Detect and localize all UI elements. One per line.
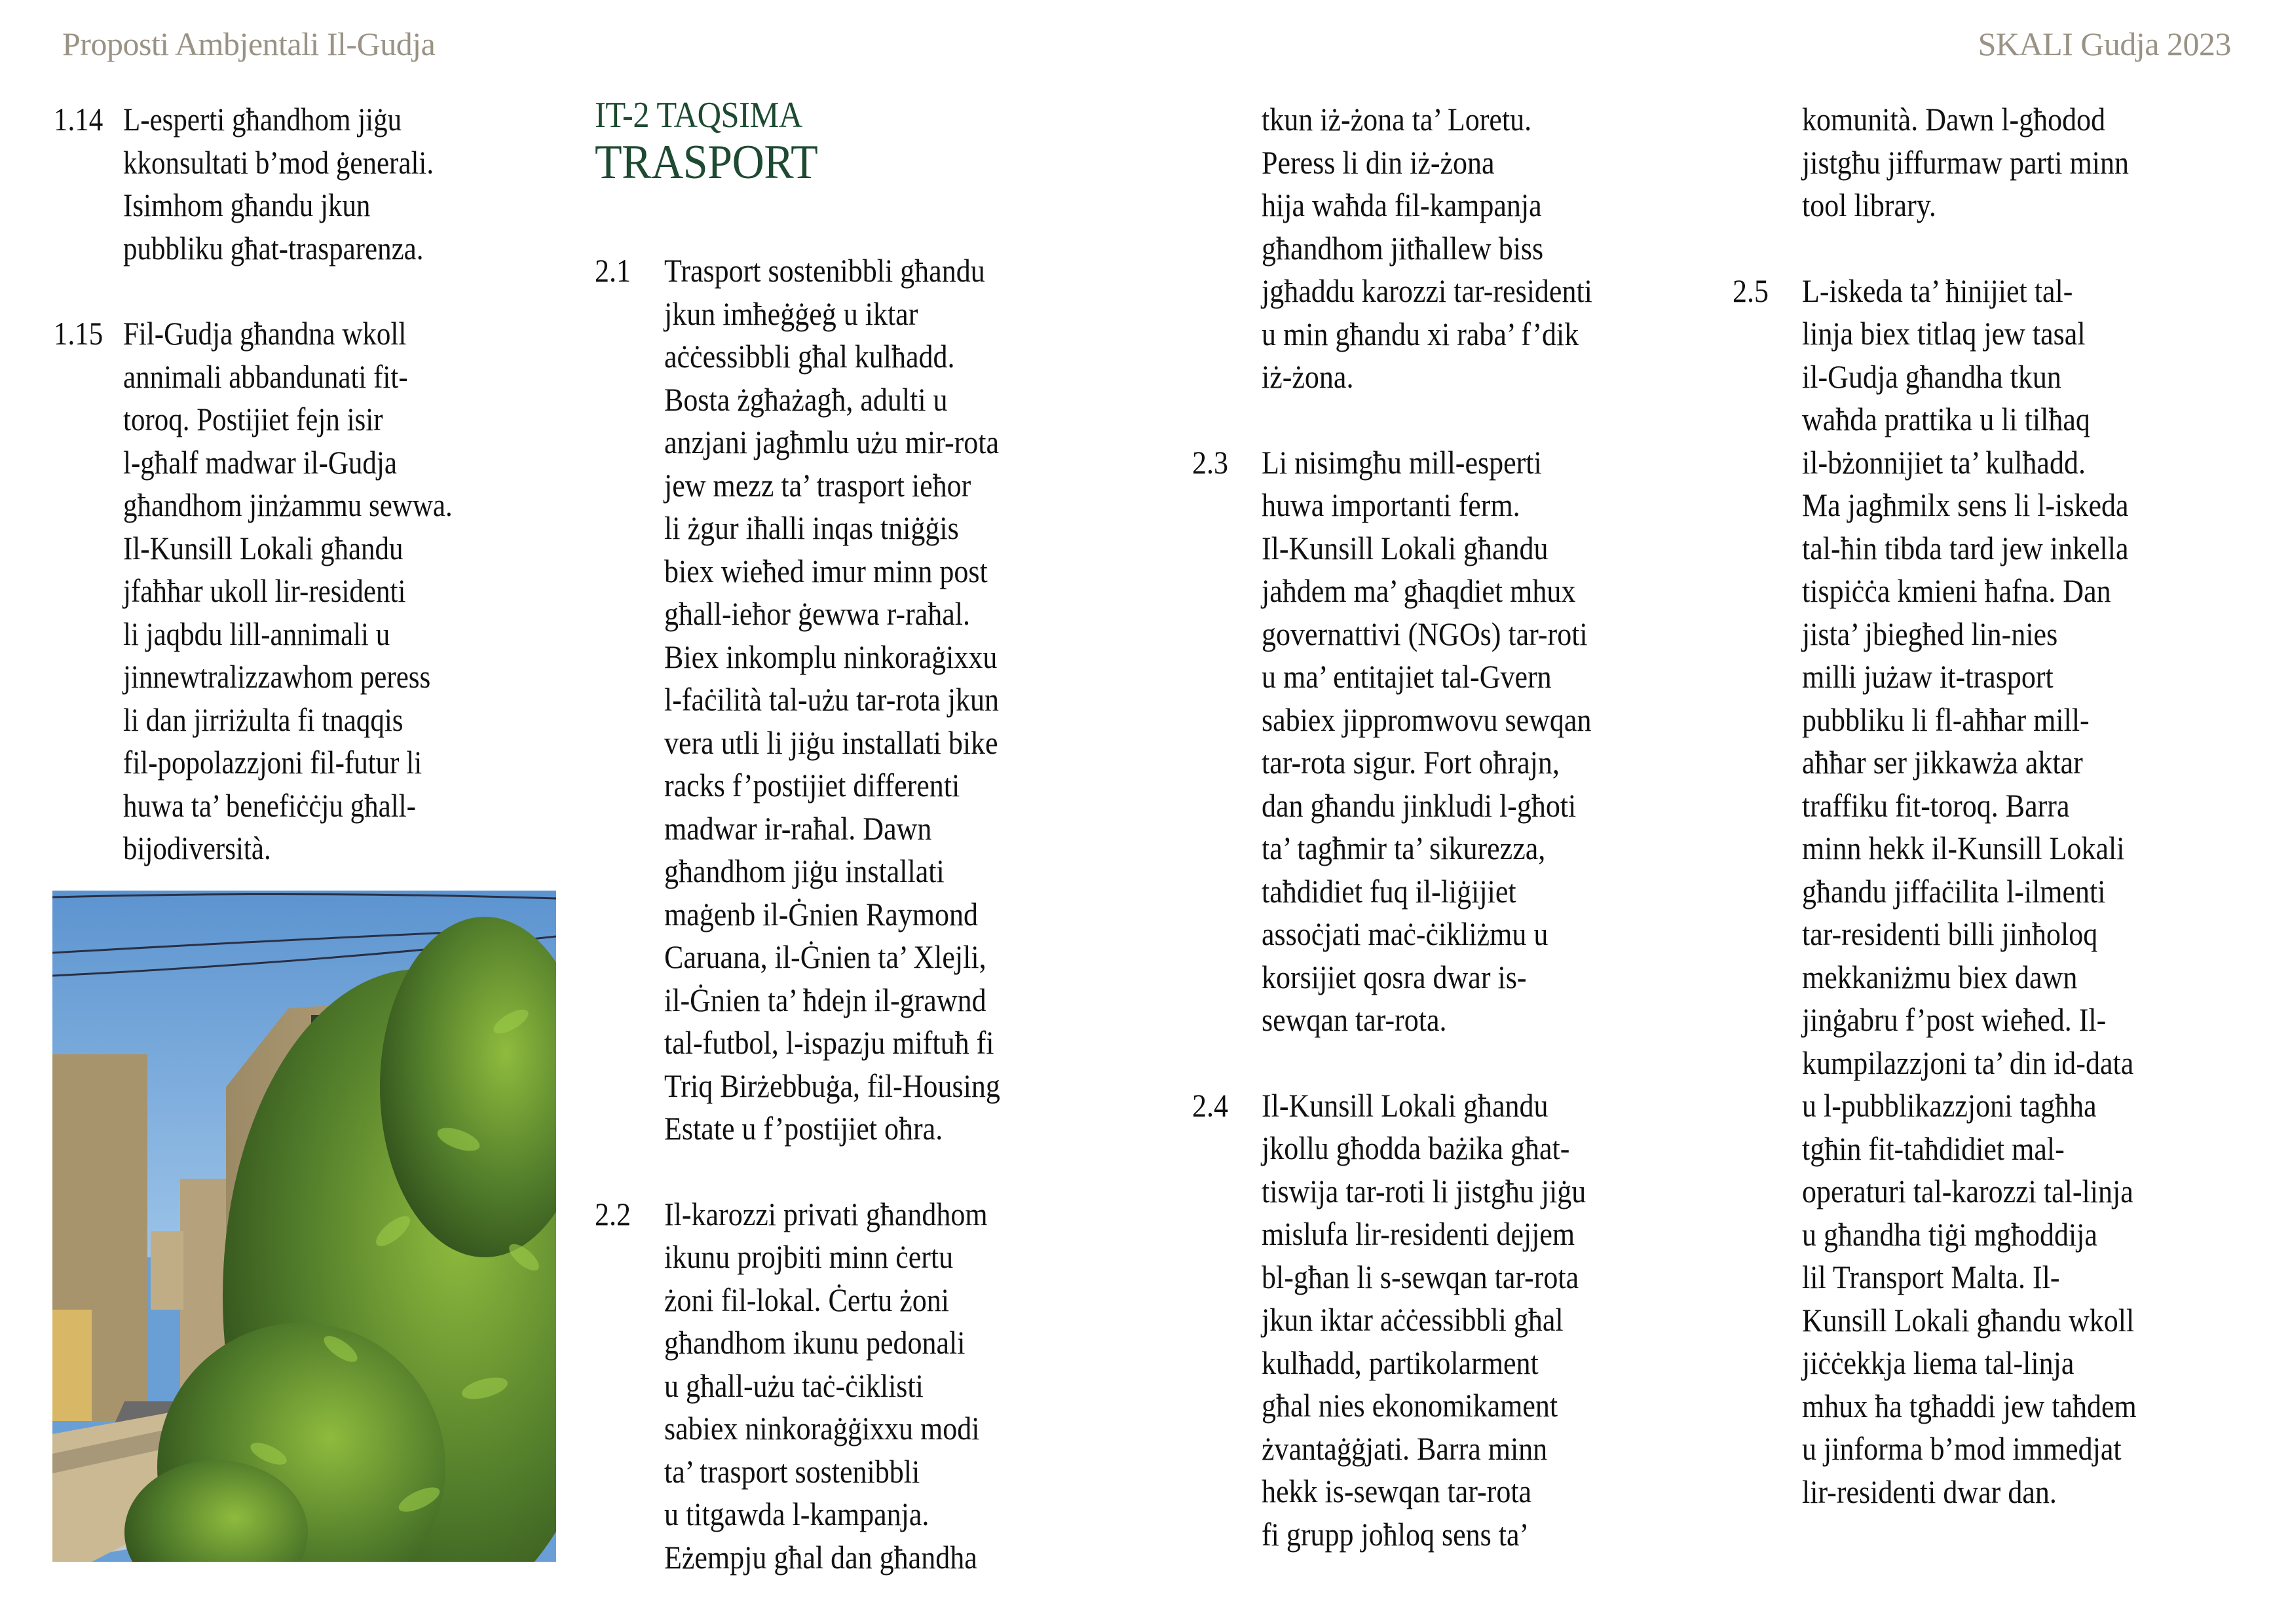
text-line: bijodiversità. [123,830,271,866]
text-line: Triq Birżebbuġa, fil-Housing [664,1067,1000,1104]
text-line: l-għalf madwar il-Gudja [123,443,397,481]
paragraph-gap [54,270,565,312]
text-line: għandu jiffaċilita l-ilmenti [1802,872,2106,910]
text-line: jinġabru f’post wieħed. Il- [1802,1001,2107,1038]
text-line: governattivi (NGOs) tar-roti [1262,615,1588,652]
text-line: korsijiet qosra dwar is- [1262,958,1527,995]
text-line: jkollu għodda bażika għat- [1262,1130,1570,1166]
text-line: huwa ta’ benefiċċju għall- [123,786,416,824]
text-line: jew mezz ta’ trasport ieħor [664,466,971,504]
text-line: traffiku fit-toroq. Barra [1802,786,2070,824]
text-line: Bosta żgħażagħ, adulti u [664,380,948,418]
text-line: madwar ir-raħal. Dawn [664,809,932,847]
text-line: assoċjati maċ-ċikliżmu u [1262,915,1549,952]
text-line: waħda prattika u li tilħaq [1802,401,2090,437]
text-line: l-faċilità tal-użu tar-rota jkun [664,681,999,718]
paragraph-number: 1.14 [54,101,103,138]
text-line: taħdidiet fuq il-liġijiet [1262,872,1516,910]
numbered-paragraph [54,312,565,870]
text-line: Il-karozzi privati għandhom [664,1195,988,1232]
paragraph-text [1802,98,2257,227]
running-header-publication: SKALI Gudja 2023 [1978,26,2231,62]
text-line: kulħadd, partikolarment [1262,1344,1539,1381]
text-line: sabiex jippromwovu sewqan [1262,701,1592,738]
text-line: Ma jagħmilx sens li l-iskeda [1802,487,2129,523]
text-line: jiċċekkja liema tal-linja [1802,1344,2074,1381]
text-line: vera utli li jiġu installati bike [664,724,998,761]
section-title: TRASPORT [595,136,818,189]
running-header-title: Proposti Ambjentali Il-Gudja [62,26,436,62]
text-line: biex wieħed imur minn post [664,552,988,589]
text-line: sabiex ninkoraġġixxu modi [664,1410,980,1447]
text-line: tispiċċa kmieni ħafna. Dan [1802,572,2111,609]
text-line: jistgħu jiffurmaw parti minn [1802,143,2130,181]
text-line: Caruana, il-Ġnien ta’ Xlejli, [664,938,986,975]
text-line: għandhom jiġu installati [664,853,945,889]
text-line: tar-residenti billi jinħoloq [1802,915,2098,952]
text-line: il-Gudja għandha tkun [1802,358,2061,395]
text-line: li dan jirriżulta fi tnaqqis [123,701,404,738]
text-line: għandhom jinżammu sewwa. [123,487,453,523]
text-line: hija waħda fil-kampanja [1262,187,1542,223]
text-line: Biex inkomplu ninkoraġixxu [664,638,998,675]
numbered-paragraph [54,98,565,270]
text-line: minn hekk il-Kunsill Lokali [1802,830,2125,866]
paragraph-text [664,1193,1119,1579]
paragraph-number: 1.15 [54,315,103,352]
text-line: Li nisimgħu mill-esperti [1262,443,1542,481]
numbered-paragraph [1733,98,2257,227]
paragraph-gap [1733,227,2257,270]
section-kicker: IT-2 TAQSIMA [595,95,802,136]
text-line: jkun iktar aċċessibbli għal [1262,1301,1564,1338]
text-line: racks f’postijiet differenti [664,767,960,803]
text-line: sewqan tar-rota. [1262,1001,1447,1038]
text-line: Il-Kunsill Lokali għandu [123,529,404,566]
text-line: jaħdem ma’ għaqdiet mhux [1262,572,1576,609]
paragraph-gap [1192,1042,1716,1084]
text-line: dan għandu jinkludi l-għoti [1262,786,1577,824]
text-line: linja biex titlaq jew tasal [1802,315,2086,352]
text-line: pubbliku għat-trasparenza. [123,229,424,267]
text-line: tiswija tar-roti li jistgħu jiġu [1262,1172,1586,1209]
text-line: lir-residenti dwar dan. [1802,1473,2057,1510]
numbered-paragraph [1192,441,1716,1042]
text-line: annimali abbandunati fit- [123,358,408,395]
text-line: ta’ trasport sostenibbli [664,1452,920,1490]
numbered-paragraph [1192,98,1716,399]
text-line: Il-Kunsill Lokali għandu [1262,529,1549,566]
text-line: maġenb il-Ġnien Raymond [664,895,979,932]
text-line: Eżempju għal dan għandha [664,1538,977,1576]
text-line: mhux ħa tgħaddi jew taħdem [1802,1387,2137,1424]
text-line: jkun imħeġġeġ u iktar [664,295,918,332]
text-line: għandhom ikunu pedonali [664,1324,966,1361]
paragraph-text [1262,1084,1716,1557]
column-2 [595,95,1119,1579]
text-line: iż-żona. [1262,358,1354,395]
paragraph-number: 2.2 [595,1195,631,1232]
paragraph-text [123,98,565,270]
text-line: fil-popolazzjoni fil-futur li [123,744,422,781]
column-3 [1192,98,1716,1556]
text-line: Trasport sostenibbli għandu [664,252,985,289]
text-line: il-bżonnijiet ta’ kulħadd. [1802,443,2086,481]
paragraph-text [664,249,1119,1151]
text-line: aċċessibbli għal kulħadd. [664,338,955,375]
text-line: bl-għan li s-sewqan tar-rota [1262,1258,1579,1295]
text-line: żoni fil-lokal. Ċertu żoni [664,1281,949,1318]
text-line: tool library. [1802,187,1936,223]
paragraph-number: 2.4 [1192,1086,1228,1124]
paragraph-text [123,312,565,870]
text-line: u titgawda l-kampanja. [664,1496,929,1532]
paragraph-text [1262,98,1716,399]
text-line: tal-ħin tibda tard jew inkella [1802,529,2129,566]
text-line: huwa importanti ferm. [1262,487,1520,523]
text-line: jfaħħar ukoll lir-residenti [123,572,406,609]
text-line: tkun iż-żona ta’ Loretu. [1262,101,1532,138]
street-photo-icon [52,891,556,1562]
column-4 [1733,98,2257,1513]
text-line: aħħar ser jikkawża aktar [1802,744,2083,781]
text-line: u għall-użu taċ-ċiklisti [664,1367,924,1404]
text-line: jista’ jbiegħed lin-nies [1802,615,2058,652]
text-line: L-esperti għandhom jiġu [123,101,402,138]
numbered-paragraph [595,249,1119,1151]
paragraph-number: 2.1 [595,252,631,289]
paragraph-number: 2.5 [1733,272,1769,309]
paragraph-gap [595,1151,1119,1193]
text-line: għandhom jitħallew biss [1262,229,1544,267]
numbered-paragraph [1733,270,2257,1514]
text-line: Fil-Gudja għandna wkoll [123,315,407,352]
text-line: kumpilazzjoni ta’ din id-data [1802,1044,2134,1081]
text-line: milli jużaw it-trasport [1802,658,2054,695]
paragraph-gap [1192,399,1716,441]
paragraph-text [1262,441,1716,1042]
text-line: lil Transport Malta. Il- [1802,1259,2060,1295]
text-line: tal-futbol, l-ispazju miftuħ fi [664,1024,994,1061]
text-line: u min għandu xi raba’ f’dik [1262,315,1579,352]
text-line: jinnewtralizzawhom peress [123,658,431,695]
street-photo [52,891,556,1562]
text-line: ta’ tagħmir ta’ sikurezza, [1262,830,1546,866]
text-line: mekkaniżmu biex dawn [1802,958,2078,995]
text-line: li żgur iħalli inqas tniġġis [664,509,959,546]
numbered-paragraph [595,1193,1119,1579]
text-line: għall-ieħor ġewwa r-raħal. [664,595,971,632]
text-line: komunità. Dawn l-għodod [1802,101,2106,138]
text-line: u jinforma b’mod immedjat [1802,1430,2122,1467]
text-line: Estate u f’postijiet oħra. [664,1110,943,1147]
column-1 [54,98,565,870]
text-line: operaturi tal-karozzi tal-linja [1802,1173,2133,1209]
text-line: u l-pubblikazzjoni tagħha [1802,1087,2097,1124]
text-line: tgħin fit-taħdidiet mal- [1802,1130,2065,1167]
text-line: Peress li din iż-żona [1262,143,1495,181]
numbered-paragraph [1192,1084,1716,1557]
text-line: jgħaddu karozzi tar-residenti [1262,272,1592,309]
text-line: Il-Kunsill Lokali għandu [1262,1086,1549,1124]
paragraph-text [1802,270,2257,1514]
text-line: mislufa lir-residenti dejjem [1262,1215,1575,1252]
text-line: għal nies ekonomikament [1262,1387,1558,1424]
text-line: pubbliku li fl-aħħar mill- [1802,701,2090,738]
text-line: kkonsultati b’mod ġenerali. [123,143,434,181]
text-line: ikunu projbiti minn ċertu [664,1238,954,1275]
text-line: fi grupp joħloq sens ta’ [1262,1515,1530,1553]
text-line: tar-rota sigur. Fort oħrajn, [1262,744,1560,781]
text-line: u għandha tiġi mgħoddija [1802,1215,2097,1253]
text-line: Isimhom għandu jkun [123,187,371,223]
text-line: Kunsill Lokali għandu wkoll [1802,1301,2135,1338]
text-line: toroq. Postijiet fejn isir [123,401,383,437]
text-line: anzjani jagħmlu użu mir-rota [664,424,1000,460]
text-line: u ma’ entitajiet tal-Gvern [1262,658,1552,695]
text-line: il-Ġnien ta’ ħdejn il-grawnd [664,981,986,1018]
text-line: żvantaġġjati. Barra minn [1262,1430,1548,1467]
paragraph-number: 2.3 [1192,443,1228,481]
text-line: hekk is-sewqan tar-rota [1262,1473,1532,1509]
text-line: L-iskeda ta’ ħinijiet tal- [1802,272,2073,309]
text-line: li jaqbdu lill-annimali u [123,615,390,652]
